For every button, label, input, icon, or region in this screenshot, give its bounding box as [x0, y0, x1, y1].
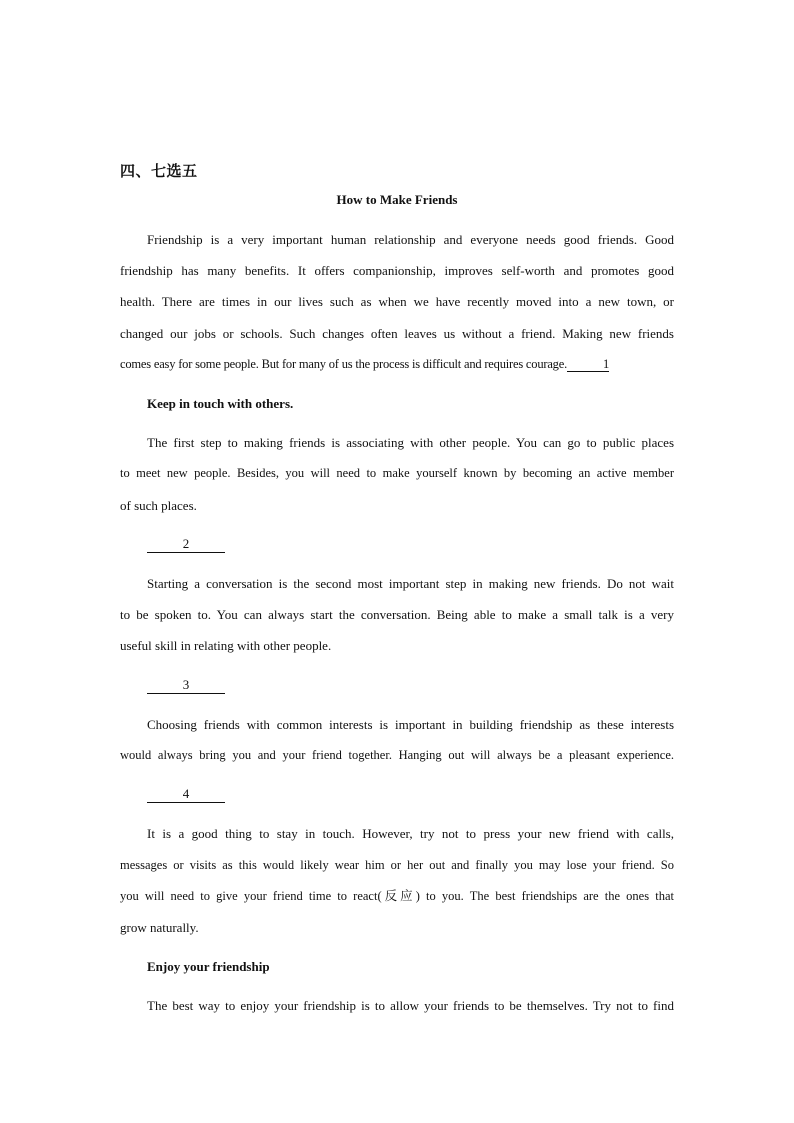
stay-line-1: It is a good thing to stay in touch. However, try not to press your new friend with calls,	[147, 826, 674, 841]
conversation-line-3: useful skill in relating with other people.	[120, 638, 332, 653]
interests-line-2: would always bring you and your friend together. Hanging out will always be a pleasant experience.	[120, 748, 674, 762]
step1-line-3: of such places.	[120, 498, 197, 513]
intro-line-3: health. There are times in our lives such as when we have recently moved into a new town, or	[120, 294, 674, 309]
stay-line-2: messages or visits as this would likely wear him or her out and finally you may lose your friend. So	[120, 858, 674, 872]
step1-line-1: The first step to making friends is associating with other people. You can go to public places	[147, 435, 674, 450]
blank-1[interactable]: 1	[567, 357, 609, 372]
interests-line-1: Choosing friends with common interests is important in building friendship as these interests	[147, 717, 674, 732]
step1-line-2: to meet new people. Besides, you will need to make yourself known by becoming an active member	[120, 466, 674, 480]
intro-line-4: changed our jobs or schools. Such changes often leaves us without a friend. Making new friends	[120, 326, 674, 341]
heading-enjoy: Enjoy your friendship	[147, 959, 270, 974]
intro-line-1: Friendship is a very important human relationship and everyone needs good friends. Good	[147, 232, 674, 247]
heading-keep-in-touch: Keep in touch with others.	[147, 396, 294, 411]
intro-line-5-text: comes easy for some people. But for many of us the process is difficult and requires courage.	[120, 357, 568, 371]
blank-4[interactable]: 4	[147, 786, 225, 803]
conversation-line-1: Starting a conversation is the second most important step in making new friends. Do not wait	[147, 576, 674, 591]
intro-line-5	[120, 349, 674, 380]
intro-line-2: friendship has many benefits. It offers companionship, improves self-worth and promotes good	[120, 263, 674, 278]
blank-2[interactable]: 2	[147, 536, 225, 553]
conversation-line-2: to be spoken to. You can always start the conversation. Being able to make a small talk is a very	[120, 607, 674, 622]
stay-line-4: grow naturally.	[120, 920, 199, 935]
stay-line-3: you will need to give your friend time to react(反应) to you. The best friendships are the ones that	[120, 889, 674, 903]
enjoy-line-1: The best way to enjoy your friendship is to allow your friends to be themselves. Try not to find	[147, 998, 674, 1013]
blank-3[interactable]: 3	[147, 677, 225, 694]
passage-title: How to Make Friends	[336, 192, 458, 207]
section-heading: 四、七选五	[120, 164, 198, 180]
